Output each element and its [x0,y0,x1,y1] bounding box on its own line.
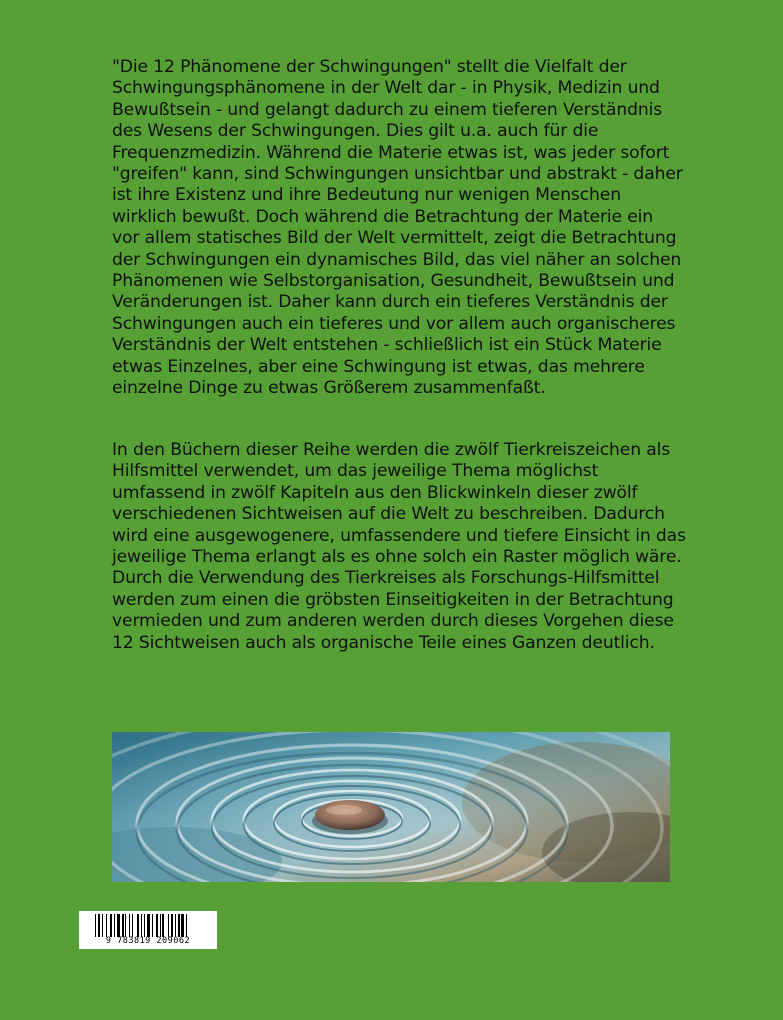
barcode-bar [152,914,153,937]
barcode-bar [129,914,130,937]
description-paragraph-1 [112,57,683,400]
barcode-bar [181,914,184,937]
paragraph-line: wirklich bewußt. Doch während die Betrachtung der Materie ein [112,206,654,227]
paragraph-line: Verständnis der Welt entstehen - schließlich ist ein Stück Materie [112,335,662,356]
barcode-bar [98,914,100,937]
barcode-bar [117,914,120,937]
barcode-bar [137,914,139,937]
barcode-bar [156,914,158,937]
barcode-bar [125,914,126,937]
barcode-bar [132,914,133,937]
water-ripple-illustration [112,732,670,882]
barcode-bar [186,914,187,937]
barcode-bar [175,914,176,937]
barcode-bar [144,914,145,937]
paragraph-line: einzelne Dinge zu etwas Größerem zusammenfaßt. [112,378,546,399]
barcode-bar [114,914,115,937]
paragraph-line: In den Büchern dieser Reihe werden die zwölf Tierkreiszeichen als [112,440,671,460]
paragraph-line: Schwingungsphänomene in der Welt dar - in Physik, Medizin und [112,78,660,99]
paragraph-line: 12 Sichtweisen auch als organische Teile eines Ganzen deutlich. [112,632,655,653]
paragraph-line: Veränderungen ist. Daher kann durch ein tieferes Verständnis der [112,292,668,313]
description-paragraph-2 [112,440,686,654]
paragraph-line: "Die 12 Phänomene der Schwingungen" stellt die Vielfalt der [112,57,627,77]
barcode-bar [171,914,173,937]
barcode-bar [160,914,161,937]
paragraph-line: ist ihre Existenz und ihre Bedeutung nur wenigen Menschen [112,185,621,206]
barcode-bar [178,914,180,937]
paragraph-line: Bewußtsein - und gelangt dadurch zu einem tieferen Verständnis [112,99,663,120]
paragraph-line: der Schwingungen ein dynamisches Bild, das viel näher an solchen [112,249,682,270]
paragraph-line: umfassend in zwölf Kapiteln aus den Blickwinkeln dieser zwölf [112,482,638,503]
paragraph-line: Schwingungen auch ein tieferes und vor allem auch organischeres [112,313,676,334]
barcode-bar [102,914,103,937]
paragraph-line: "greifen" kann, sind Schwingungen unsichtbar und abstrakt - daher [112,164,683,185]
paragraph-line: vor allem statisches Bild der Welt vermittelt, zeigt die Betrachtung [112,228,677,249]
paragraph-line: Hilfsmittel verwendet, um das jeweilige Thema möglichst [112,461,599,482]
paragraph-line: Frequenzmedizin. Während die Materie etwas ist, was jeder sofort [112,142,670,163]
barcode-bar [147,914,150,937]
paragraph-line: werden zum einen die gröbsten Einseitigkeiten in der Betrachtung [112,589,674,610]
barcode-bar [106,914,107,937]
barcode-bar [122,914,124,937]
barcode-bar [141,914,142,937]
barcode-bar [168,914,169,937]
paragraph-line: wird eine ausgewogenere, umfassendere und tiefere Einsicht in das [112,525,686,546]
barcode-bar [110,914,112,937]
paragraph-line: vermieden und zum anderen werden durch dieses Vorgehen diese [112,611,674,632]
paragraph-line: Durch die Verwendung des Tierkreises als Forschungs-Hilfsmittel [112,568,660,589]
isbn-barcode [79,911,217,949]
paragraph-line: jeweilige Thema erlangt als es ohne solch ein Raster möglich wäre. [112,547,682,568]
paragraph-line: Phänomenen wie Selbstorganisation, Gesundheit, Bewußtsein und [112,271,675,292]
paragraph-line: verschiedenen Sichtweisen auf die Welt zu beschreiben. Dadurch [112,504,665,525]
paragraph-line: des Wesens der Schwingungen. Dies gilt u.a. auch für die [112,121,599,142]
water-ripple-image [112,732,670,882]
barcode-bars [95,914,213,937]
paragraph-line: etwas Einzelnes, aber eine Schwingung ist etwas, das mehrere [112,356,645,377]
barcode-digits: 9 783819 209062 [105,936,191,946]
barcode-bar [162,914,164,937]
barcode-bar [95,914,96,937]
